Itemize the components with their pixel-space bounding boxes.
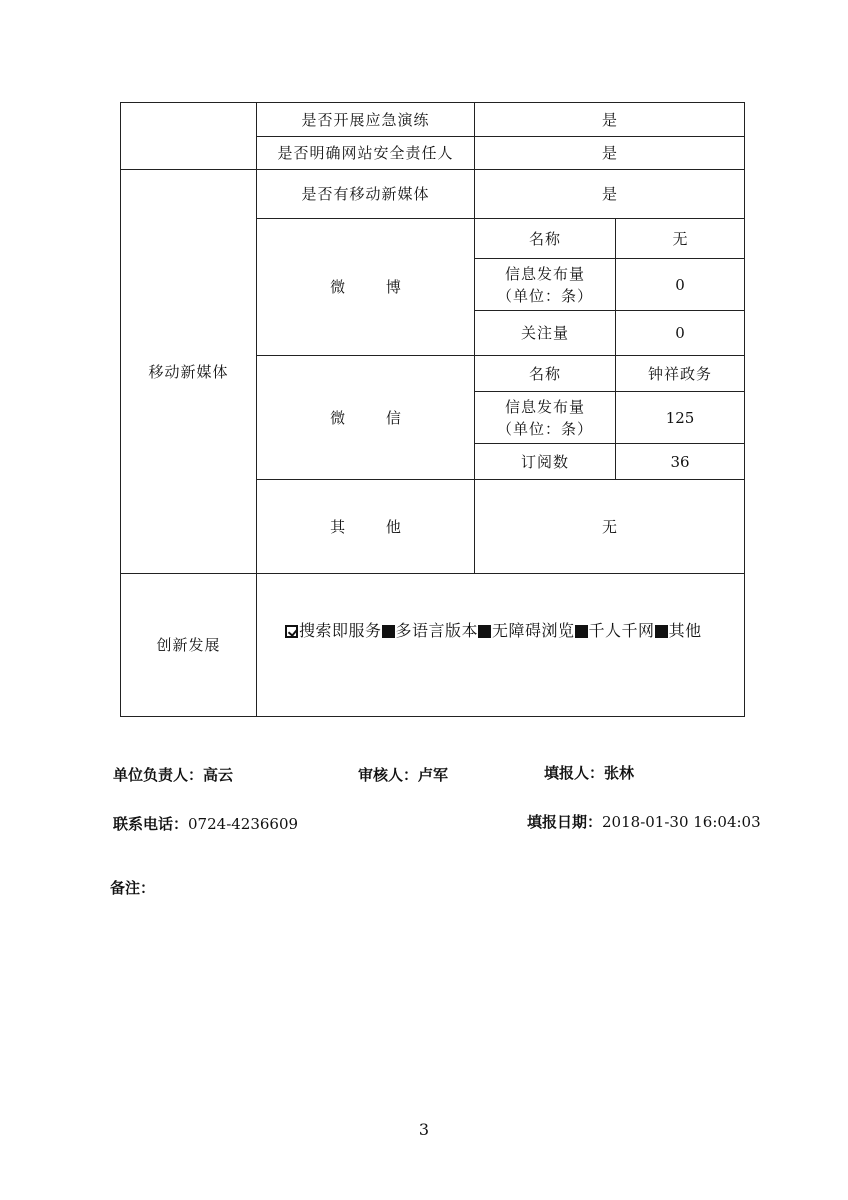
publish-label-line1: 信息发布量 [504, 264, 585, 283]
table-row [121, 574, 745, 717]
remark [110, 877, 155, 898]
unit-head-value: 高云 [203, 766, 234, 784]
reviewer-label: 审核人： [358, 766, 419, 784]
option-label: 其他 [668, 621, 702, 640]
wechat-subscribe-label: 订阅数 [475, 444, 616, 480]
drill-value: 是 [475, 103, 745, 137]
wechat-subscribe-value: 36 [616, 444, 745, 480]
weibo-publish-label [475, 259, 616, 311]
filler-value: 张林 [604, 764, 635, 782]
has-mobile-value: 是 [475, 170, 745, 219]
wechat-name-label: 名称 [475, 356, 616, 392]
option-label: 搜索即服务 [299, 621, 382, 640]
weibo-label: 微 博 [257, 219, 475, 356]
filler-label: 填报人： [544, 764, 605, 782]
date-value: 2018-01-30 16:04:03 [602, 813, 761, 831]
option-label: 千人千网 [588, 621, 655, 640]
weibo-publish-value: 0 [616, 259, 745, 311]
weibo-follow-label: 关注量 [475, 311, 616, 356]
weibo-name-value: 无 [616, 219, 745, 259]
filler [544, 762, 634, 783]
remark-label: 备注： [110, 879, 156, 897]
publish-label-line2: （单位：条） [496, 419, 593, 438]
phone [113, 813, 298, 834]
page-number: 3 [418, 1120, 430, 1139]
other-label: 其 他 [257, 480, 475, 574]
publish-label-line2: （单位：条） [496, 286, 593, 305]
phone-value: 0724-4236609 [188, 815, 299, 833]
table-row [121, 103, 745, 137]
reviewer-value: 卢军 [418, 766, 449, 784]
option-label: 无障碍浏览 [492, 621, 575, 640]
wechat-name-value: 钟祥政务 [616, 356, 745, 392]
wechat-publish-value: 125 [616, 392, 745, 444]
weibo-name-label: 名称 [475, 219, 616, 259]
unit-head [113, 764, 233, 785]
reviewer [358, 764, 448, 785]
weibo-follow-value: 0 [616, 311, 745, 356]
table-row [121, 170, 745, 219]
wechat-publish-label [475, 392, 616, 444]
checkbox-checked-icon[interactable] [285, 625, 298, 638]
responsible-label: 是否明确网站安全责任人 [257, 137, 475, 170]
fill-date [527, 811, 761, 832]
website-report-table [120, 102, 745, 717]
innovation-options [257, 574, 745, 717]
section-mobile-media: 移动新媒体 [121, 170, 257, 574]
drill-label: 是否开展应急演练 [257, 103, 475, 137]
checkbox-filled-icon[interactable] [575, 625, 588, 638]
responsible-value: 是 [475, 137, 745, 170]
checkbox-filled-icon[interactable] [655, 625, 668, 638]
other-value: 无 [475, 480, 745, 574]
date-label: 填报日期： [527, 813, 603, 831]
checkbox-filled-icon[interactable] [478, 625, 491, 638]
checkbox-filled-icon[interactable] [382, 625, 395, 638]
section-innovation: 创新发展 [121, 574, 257, 717]
option-label: 多语言版本 [395, 621, 479, 640]
wechat-label: 微 信 [257, 356, 475, 480]
phone-label: 联系电话： [113, 815, 189, 833]
has-mobile-label: 是否有移动新媒体 [257, 170, 475, 219]
publish-label-line1: 信息发布量 [504, 397, 585, 416]
section-cell-empty [121, 103, 257, 170]
unit-head-label: 单位负责人： [113, 766, 204, 784]
